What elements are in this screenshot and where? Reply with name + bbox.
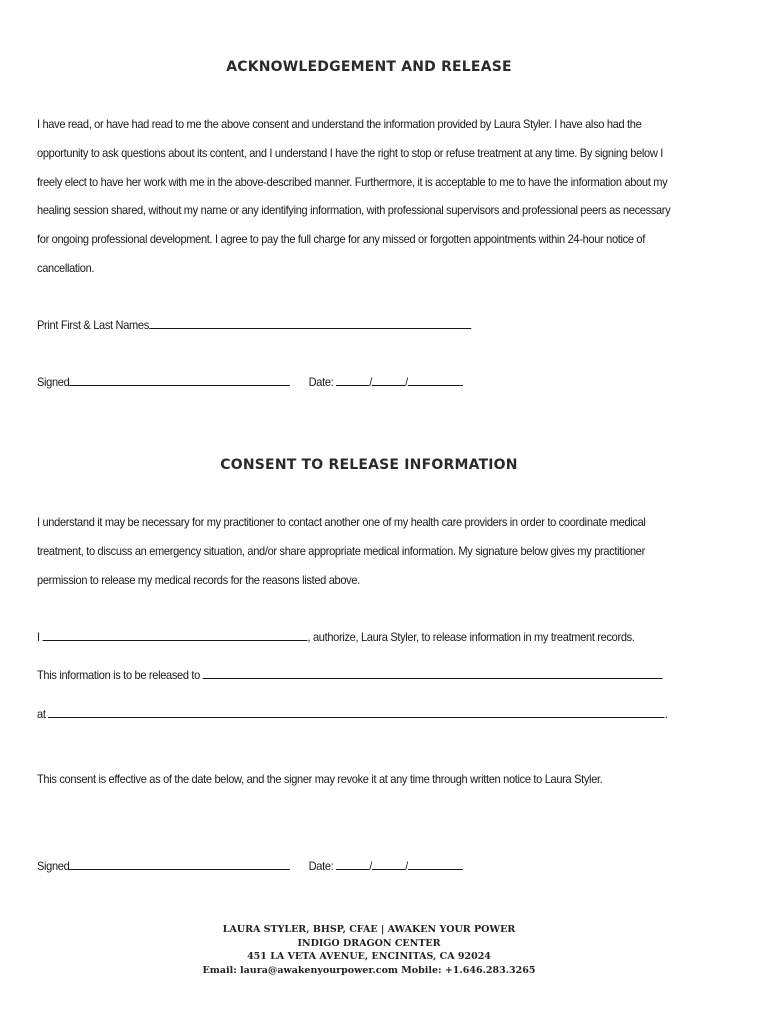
at-row <box>37 705 667 725</box>
consent-title: CONSENT TO RELEASE INFORMATION <box>220 457 518 473</box>
footer-line-3: 451 LA VETA AVENUE, ENCINITAS, CA 92024 <box>247 951 491 962</box>
consent-date-day-field[interactable] <box>372 857 405 870</box>
released-to-field[interactable] <box>203 666 663 679</box>
effective-text: This consent is effective as of the date below, and the signer may revoke it at any time through written notice to Laura Styler. <box>37 772 603 786</box>
print-name-field[interactable] <box>149 316 471 329</box>
consent-line-3: permission to release my medical records for the reasons listed above. <box>37 572 360 587</box>
footer-line-1: LAURA STYLER, BHSP, CFAE | AWAKEN YOUR POWER <box>222 924 516 935</box>
consent-signature-row <box>37 857 463 877</box>
ack-line-4: healing session shared, without my name or any identifying information, with professional supervisors and professional peers as necessary <box>37 203 671 218</box>
ack-line-1: I have read, or have had read to me the above consent and understand the information provided by Laura Styler. I have also had the <box>37 117 642 131</box>
ack-date-year-field[interactable] <box>408 373 463 386</box>
print-name-row <box>37 316 471 336</box>
released-to-label: This information is to be released to <box>37 668 200 682</box>
ack-line-5: for ongoing professional development. I agree to pay the full charge for any missed or forgotten appointments within 24-hour notice of <box>37 232 645 247</box>
footer-line-4: Email: laura@awakenyourpower.com Mobile: +1.646.283.3265 <box>202 964 536 976</box>
at-field[interactable] <box>48 705 664 718</box>
consent-line-2: treatment, to discuss an emergency situation, and/or share appropriate medical information. My signature below gives my practitioner <box>37 543 645 558</box>
ack-title: ACKNOWLEDGEMENT AND RELEASE <box>226 59 512 75</box>
ack-line-2: opportunity to ask questions about its content, and I understand I have the right to stop or refuse treatment at any time. By signing below I <box>37 145 663 160</box>
released-to-row <box>37 666 663 686</box>
ack-line-6: cancellation. <box>37 260 95 275</box>
consent-date-month-field[interactable] <box>336 857 369 870</box>
ack-date-month-field[interactable] <box>336 373 369 386</box>
ack-paragraph <box>37 110 671 283</box>
authorize-suffix: , authorize, Laura Styler, to release information in my treatment records. <box>307 630 635 644</box>
consent-date-year-field[interactable] <box>408 857 463 870</box>
footer <box>0 923 738 977</box>
ack-date-sep-2: / <box>405 375 408 389</box>
consent-date-label: Date: <box>308 859 334 873</box>
consent-line-1: I understand it may be necessary for my practitioner to contact another one of my health care providers in order to coordinate medical <box>37 515 646 529</box>
consent-signed-label: Signed <box>37 859 70 873</box>
consent-paragraph <box>37 508 653 594</box>
at-period: . <box>664 707 668 721</box>
consent-signature-field[interactable] <box>69 857 290 870</box>
ack-line-3: freely elect to have her work with me in the above-described manner. Furthermore, it is acceptable to me to have the information about my <box>37 174 668 189</box>
ack-date-day-field[interactable] <box>372 373 405 386</box>
consent-date-sep-1: / <box>369 859 373 873</box>
ack-date-sep-1: / <box>369 375 373 389</box>
footer-line-2: INDIGO DRAGON CENTER <box>297 937 441 949</box>
ack-date-label: Date: <box>308 375 334 389</box>
consent-date-sep-2: / <box>405 859 408 873</box>
authorize-name-field[interactable] <box>42 628 307 641</box>
at-label: at <box>37 707 46 721</box>
authorize-row <box>37 628 635 648</box>
ack-signature-row <box>37 373 463 393</box>
ack-signed-label: Signed <box>37 375 70 389</box>
ack-signature-field[interactable] <box>69 373 290 386</box>
authorize-prefix: I <box>37 630 40 644</box>
print-name-label: Print First & Last Names <box>37 318 149 332</box>
